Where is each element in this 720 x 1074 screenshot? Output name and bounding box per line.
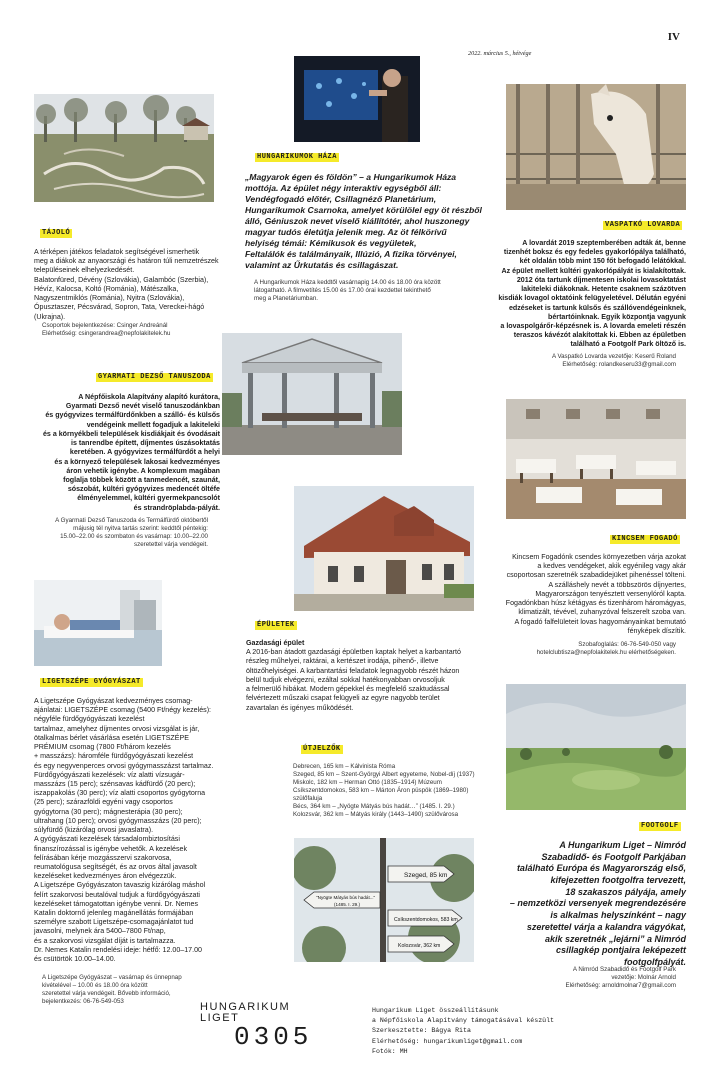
gyarmati-line: és a környező települések lakosai kedvezményes <box>54 457 220 466</box>
ligetszepe-line: finanszírozással is igénybe vehetők. A kezelések <box>34 844 187 853</box>
footgolf-lead-line: is alkalmas helyszínként – nagy <box>550 910 686 921</box>
footgolf-lead-line: szeretettel várja a kalandra vágyókat, <box>526 921 686 932</box>
footgolf-lead-line: 18 szakaszos pályája, amely <box>565 886 686 897</box>
ligetszepe-line: súlyfürdő (kizárólag orvosi javaslatra). <box>34 826 154 835</box>
epuletek-line: zavartalan és igényes működését. <box>246 703 354 712</box>
gyarmati-note-line: szeretettel várja vendégeit. <box>134 541 208 549</box>
tajolo-line: (Ukrajna). <box>34 312 66 321</box>
footgolf-lead-line: – nemzetközi versenyek megrendezésére <box>509 898 686 909</box>
kincsem-line: Kincsem Fogadónk csendes környezetben várja azokat <box>512 553 686 561</box>
hungarikumok-lead-line: magyar tudós életútja jelenik meg. Az öt félkörívű <box>245 227 447 237</box>
ligetszepe-line: felírásában kérje mozgásszervi szakorvosa, <box>34 853 172 862</box>
ligetszepe-line: masszázs (15 perc); szénsavas kádfürdő (20 perc); <box>34 779 196 788</box>
utjelzok-line: Bécs, 364 km – „Nyögte Mátyás bús hadát…” (1485. I. 29.) <box>293 803 455 811</box>
ligetszepe-line: Katalin doktornő jelenleg magánellátás formájában <box>34 909 194 918</box>
tajolo-line: településeinek elhelyezkedését. <box>34 266 135 275</box>
tajolo-contact: Csoportok bejelentkezése: Csinger Andreánál <box>42 321 168 329</box>
vaspatko-line: Az épület mellett kültéri gyakorlópályát is kialakítottak. <box>501 266 686 275</box>
sign-nyogte: "Nyögte Mátyás bús hadát..." <box>316 895 376 900</box>
page-number: IV <box>667 31 680 43</box>
hungarikumok-note-line: A Hungarikumok Háza keddtől vasárnapig 14.00 és 18.00 óra között <box>254 279 441 286</box>
sign-csikszentdomokos: Csíkszentdomokos, 583 km <box>394 917 458 923</box>
photo-pavilion <box>222 333 402 455</box>
vaspatko-contact-line: A Vaspatkó Lovarda vezetője: Keserű Roland <box>551 353 676 360</box>
kincsem-line: a kedves vendégeket, akik egyénileg vagy akár <box>537 562 686 571</box>
ligetszepe-line: (25 perc); szárazföldi egyéni vagy csoportos <box>34 798 173 807</box>
vaspatko-line: a lovaspolgárőr-képzésnek is. A lovarda emeleti részén <box>500 321 686 330</box>
ligetszepe-line: személyre szabott Ligetszépe-csomagajánlatot tud <box>34 918 194 927</box>
gyarmati-line: sószobát, kültéri gyógyvizes medencét öltéfe <box>67 485 220 494</box>
footgolf-contact-line: vezetője: Molnár Arnold <box>611 974 676 982</box>
vaspatko-line: teraszos kávézót alakítottak ki. Ebben az épületben <box>513 331 686 340</box>
ligetszepe-line: Dr. Nemes Katalin rendelési ideje: hétfő: 12.00–17.00 <box>34 945 202 954</box>
photo-footgolf-course <box>506 684 686 810</box>
ligetszepe-line: PRÉMIUM csomag (7800 Ft/három kezelés <box>34 743 171 752</box>
imprint-line: Fotók: MH <box>372 1047 408 1055</box>
hungarikumok-lead-line: „Magyarok égen és földön” – a Hungarikumok Háza <box>245 172 457 182</box>
hungarikumok-note-line: látogatható. A filmvetítés 15.00 és 17.00 órai kezdettel tekinthető <box>254 287 431 295</box>
vaspatko-line: kisdiák lovagol oktatóink felügyeletével. Délután egyéni <box>498 294 686 303</box>
kincsem-line: klimatizált, tévével, zuhanyzóval felszerelt szoba van. <box>518 608 686 617</box>
ligetszepe-line: reumatológusa segítségét, és az orvos által javasolt <box>34 862 197 871</box>
brand-line1: HUNGARIKUM <box>200 1001 291 1013</box>
ligetszepe-note-line: bejelentkezés: 06-76-549-053 <box>42 998 124 1006</box>
ligetszepe-line: és egy negyvenperces orvosi gyógymasszázst tartalmaz. <box>34 761 214 770</box>
vaspatko-line: 2012 óta tartunk díjmentesen iskolai lovasoktatást <box>516 275 686 284</box>
vaspatko-contact-line: Elérhetőség: rolandkeseru33@gmail.com <box>562 361 676 369</box>
tajolo-line: Balatonfüred, Dévény (Szlovákia), Galambóc (Szerbia), <box>34 275 209 284</box>
utjelzok-line: Debrecen, 165 km – Kálvinista Róma <box>293 763 396 770</box>
hungarikumok-note-line: meg a Planetáriumban. <box>254 295 318 303</box>
ligetszepe-line: gyógytorna (30 perc); mágnesterápia (30 perc); <box>34 807 183 816</box>
gyarmati-line: és a környékbeli települések kisdiákjait és óvodásait <box>42 429 220 438</box>
vaspatko-contact <box>490 353 676 369</box>
ligetszepe-line: ajánlatai: LIGETSZÉPE csomag (5400 Ft/négy kezelés): <box>34 706 212 715</box>
vaspatko-line: bértartóinknak. Egyik központja vagyunk <box>548 312 686 321</box>
footgolf-lead <box>480 840 686 969</box>
section-label-vaspatko: VASPATKÓ LOVARDA <box>605 221 681 229</box>
footgolf-lead-line: csillagkép pontjaira leképezett <box>555 945 686 956</box>
ligetszepe-line: kezeléseket kedvezményes áron elvégezzük. <box>34 872 177 881</box>
epuletek-line: részleg műhelyei, raktárai, a kertészet irodája, pihenő-, illetve <box>246 657 439 666</box>
gyarmati-line: áron vehetik igénybe. A komplexum magában <box>66 466 220 475</box>
vaspatko-line: A lovardát 2019 szeptemberében adták át, benne <box>522 239 686 247</box>
tajolo-line: Ópusztaszer, Pécsvárad, Sopron, Tata, Vereckei-hágó <box>34 303 205 312</box>
ligetszepe-line: iszappakolás (30 perc); víz alatti csoportos gyógytorna <box>34 789 206 798</box>
issue-date: 2022. március 5., hétvége <box>468 50 532 57</box>
section-label-utjelzok: ÚTJELZŐK <box>303 745 341 753</box>
utjelzok-body <box>293 763 493 819</box>
tajolo-line: A térképen játékos feladatok segítségével ismerhetik <box>34 248 200 256</box>
gyarmati-line: foglalja többek között a tanmedencét, szaunát, <box>63 475 220 484</box>
ligetszepe-line: A Ligetszépe Gyógyászat kedvezményes csomag- <box>34 697 193 705</box>
ligetszepe-line: felírt szakorvosi beutalóval tudjuk a fürdőgyógyászati <box>34 890 201 899</box>
epuletek-line: belül tudjuk elvégezni, ezáltal sokkal hatékonyabban orvosoljuk <box>246 675 445 684</box>
gyarmati-line: és gyógyvizes termálfürdőnkben a szálló- és külsős <box>45 411 220 420</box>
utjelzok-line: Miskolc, 182 km – Herman Ottó (1835–1914) Múzeum <box>293 779 442 787</box>
gyarmati-note <box>30 517 208 549</box>
photo-horse-stable <box>506 84 686 210</box>
hungarikumok-lead-line: Feltalálók és találmányaik, Illúzió, A fizika törvényei, <box>245 249 457 259</box>
kincsem-line: csoportosan szeretnék szabadidejüket pihenéssel tölteni. <box>506 571 686 580</box>
epuletek-line: öltözőhelyiségei. A karbantartási feladatok legnagyobb részét házon <box>246 666 460 675</box>
vaspatko-line: lakiteleki diákoknak. Hetente csaknem százötven <box>521 285 686 294</box>
ligetszepe-line: Fürdőgyógyászati kezelések: víz alatti vízsugár- <box>34 770 185 779</box>
ligetszepe-line: ultrahang (10 perc); orvosi gyógymasszázs (20 perc); <box>34 816 202 825</box>
gyarmati-note-line: A Gyarmati Dezső Tanuszoda és Termálfürdő októbertől <box>55 517 208 524</box>
gyarmati-line: is tanrendbe épített, díjmentes úszásoktatás <box>70 439 220 448</box>
hungarikumok-note <box>254 279 484 303</box>
ligetszepe-line: javasolni, melynek ára 5400–7800 Ft/nap, <box>34 927 166 936</box>
gyarmati-line: vendégeink mellett fogadjuk a lakiteleki <box>86 420 220 429</box>
imprint-line: Szerkesztette: Bágya Rita <box>372 1027 471 1035</box>
gyarmati-note-line: 15.00–22.00 és szombaton és vasárnap: 10.00–22.00 <box>60 533 208 541</box>
ligetszepe-line: A Ligetszépe Gyógyászaton tavaszig kizárólag máshol <box>34 881 206 890</box>
section-label-footgolf: FOOTGOLF <box>641 822 679 830</box>
kincsem-line: Magyarországon tenyésztett versenylóról kapta. <box>535 589 686 598</box>
epuletek-line: A 2016-ban átadott gazdasági épületben kaptak helyet a karbantartó <box>246 648 461 657</box>
gyarmati-body <box>30 393 220 513</box>
photo-building <box>294 486 474 611</box>
utjelzok-line: Kolozsvár, 362 km – Mátyás király (1443–1490) szülővárosa <box>293 811 459 819</box>
hungarikumok-lead <box>245 172 485 271</box>
footgolf-lead-line: akik szeretnék „lejárni” a Nimród <box>544 933 686 944</box>
kincsem-contact-line: hotelclubtisza@nepfolakitelek.hu elérhetőségeken. <box>536 649 676 657</box>
tajolo-line: Nagyszentmiklós (Románia), Nyitra (Szlovákia), <box>34 294 185 303</box>
kincsem-line: fényképek díszítik. <box>627 626 686 635</box>
vaspatko-line: edzéseket is tartunk külsős és szállóvendégeinknek, <box>508 303 686 312</box>
gyarmati-line: Gyarmati Dezső nevét viselő tanuszodánkban <box>65 402 220 411</box>
epuletek-line: felvértezett műszaki csapat felügyeli az egyre nagyobb terület <box>246 694 440 703</box>
ligetszepe-note-line: szeretettel várja vendégeit. Bővebb információ, <box>42 990 171 998</box>
kincsem-body <box>480 553 686 636</box>
footgolf-lead-line: A Hungarikum Liget – Nimród <box>559 840 686 850</box>
ligetszepe-line: és csütörtök 10.00–14.00. <box>34 955 116 964</box>
vaspatko-line: két oldalán több mint 150 főt befogadó lelátókkal. <box>519 257 686 266</box>
tajolo-body <box>34 248 224 338</box>
section-label-kincsem: KINCSEM FOGADÓ <box>612 535 678 543</box>
imprint <box>372 1006 554 1057</box>
imprint-line: Elérhetőség: hungarikumliget@gmail.com <box>372 1037 523 1045</box>
tajolo-contact: Elérhetőség: csingerandrea@nepfolakitelek.hu <box>42 329 171 337</box>
gyarmati-line: és strandröplabda-pályát. <box>133 503 220 512</box>
photo-signposts <box>294 838 474 962</box>
sign-kolozsvar: Kolozsvár, 362 km <box>398 943 441 949</box>
hungarikumok-lead-line: helyiség témái: Kémikusok és vegyületek, <box>245 238 417 248</box>
footgolf-contact-line: Elérhetőség: arnoldmolnar7@gmail.com <box>565 982 676 990</box>
gyarmati-line: élményelemmel, kültéri gyermekpancsolót <box>77 494 220 503</box>
sign-date: (1485. I. 29.) <box>334 902 361 907</box>
footgolf-contact <box>490 966 676 990</box>
gyarmati-note-line: májusig tél nyitva tartás szerint: keddtől péntekig: <box>73 525 208 533</box>
photo-treatment <box>34 580 162 666</box>
utjelzok-line: szülőfaluja <box>293 795 323 803</box>
section-label-epuletek: ÉPÜLETEK <box>257 621 295 629</box>
epuletek-line: a felmerülő hibákat. Modern gépekkel és megfelelő szaktudással <box>246 685 450 694</box>
sign-szeged: Szeged, 85 km <box>404 872 448 879</box>
ligetszepe-line: tartalmaz, amelyhez díjmentes orvosi vizsgálat is jár, <box>34 724 200 733</box>
section-label-gyarmati: GYARMATI DEZSŐ TANUSZODA <box>98 373 211 381</box>
gyarmati-line: keretében. A gyógyvizes termálfürdőt a helyi <box>69 448 220 457</box>
utjelzok-line: Csíkszentdomokos, 583 km – Márton Áron püspök (1869–1980) <box>293 787 469 795</box>
brand-logo <box>200 1002 290 1024</box>
ligetszepe-line: ötalkalmas bérlet vásárlása esetén LIGETSZÉPE <box>34 733 189 742</box>
photo-interactive-screen <box>294 56 420 142</box>
tajolo-line: meg a diákok az anyaországi és határon túli nemzetrészek <box>34 257 219 266</box>
ligetszepe-line: és a szakorvosi vizsgálat díját is tartalmazza. <box>34 936 176 945</box>
ligetszepe-note-line: kivételével – 10.00 és 18.00 óra között <box>42 982 148 990</box>
hungarikumok-lead-line: Vendégfogadó előtér, Csillagnéző Planetárium, <box>245 194 437 204</box>
kincsem-contact-line: Szobafoglalás: 06-76-549-050 vagy <box>578 641 676 648</box>
section-label-hungarikumok: HUNGARIKUMOK HÁZA <box>257 153 337 161</box>
kincsem-line: A fogadó falfelületeit lovas hagyományainkat bemutató <box>514 617 686 626</box>
hungarikumok-lead-line: valamint az Űrkutatás és csillagászat. <box>245 260 399 270</box>
utjelzok-line: Szeged, 85 km – Szent-Györgyi Albert egyeteme, Nobel-díj (1937) <box>293 771 475 779</box>
tajolo-line: Hévíz, Kalocsa, Koltó (Románia), Mátészalka, <box>34 284 179 293</box>
ligetszepe-line: kezeléseket támogatottan igénybe venni. Dr. Nemes <box>34 899 199 908</box>
ligetszepe-line: A gyógyászati kezelések társadalombiztosítási <box>34 835 180 844</box>
kincsem-contact <box>480 641 676 657</box>
section-label-ligetszepe: LIGETSZÉPE GYÓGYÁSZAT <box>42 678 141 686</box>
photo-map-park <box>34 94 214 202</box>
brand-line2: LIGET <box>200 1012 240 1024</box>
epuletek-heading: Gazdasági épület <box>246 639 305 647</box>
hungarikumok-lead-line: Hungarikumok Csarnoka, amelyet körülölel egy öt részből <box>245 205 482 215</box>
gyarmati-line: A Népfőiskola Alapítvány alapító kurátora, <box>78 393 220 401</box>
footgolf-lead-line: kifejezetten footgolfra tervezett, <box>550 875 686 886</box>
ligetszepe-body <box>34 697 244 964</box>
hungarikumok-lead-line: mottója. Az épület négy interaktív egységből áll: <box>245 183 442 193</box>
section-label-tajolo: TÁJOLÓ <box>42 229 71 237</box>
footgolf-lead-line: footgolfpályát. <box>624 956 686 967</box>
kincsem-line: A szálláshely nevét a többszörös díjnyertes, <box>548 580 686 589</box>
photo-dining-room <box>506 399 686 519</box>
imprint-line: a Népfőiskola Alapítvány támogatásával készült <box>372 1017 555 1025</box>
vaspatko-line: található a Footgolf Park öltöző is. <box>570 340 686 349</box>
vaspatko-body <box>490 239 686 350</box>
hungarikumok-lead-line: álló, Géniuszok nevet viselő kiállítótér, ahol huszonegy <box>245 216 470 226</box>
ligetszepe-note-line: A Ligetszépe Gyógyászat – vasárnap és ünnepnap <box>42 974 182 981</box>
imprint-line: Hungarikum Liget összeállítás​unk <box>372 1007 499 1014</box>
epuletek-body <box>246 639 492 713</box>
footgolf-lead-line: található Európa és Magyarország első, <box>516 863 686 874</box>
vaspatko-line: tizenhét boksz és egy fedeles gyakorlópálya található, <box>503 248 686 257</box>
ligetszepe-line: négyféle fürdőgyógyászati kezelést <box>34 715 145 724</box>
footgolf-lead-line: Szabadidő- és Footgolf Parkjában <box>541 851 686 862</box>
brand-number: 0305 <box>234 1022 313 1052</box>
footgolf-contact-line: A Nimród Szabadidő és Footgolf Park <box>572 966 676 973</box>
ligetszepe-line: + masszázs): háromféle fürdőgyógyászati kezelést <box>34 752 194 761</box>
kincsem-line: Fogadónkban húsz kétágyas és tizenhárom háromágyas, <box>505 599 686 608</box>
